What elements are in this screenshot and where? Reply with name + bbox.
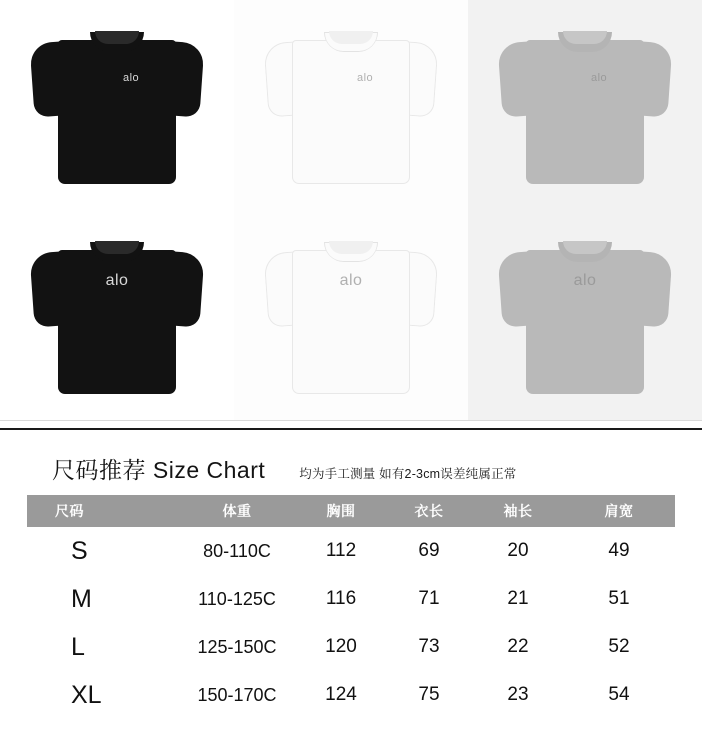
cell-size: XL xyxy=(27,671,177,719)
shirt-body xyxy=(292,40,410,184)
size-chart-table xyxy=(27,495,675,719)
size-chart-section xyxy=(0,428,702,752)
cell-size: S xyxy=(27,527,177,575)
cell-shoulder: 54 xyxy=(563,671,675,719)
table-row xyxy=(27,623,675,671)
tshirt-black-back xyxy=(32,236,202,394)
cell-length: 73 xyxy=(385,623,473,671)
cell-weight: 125-150C xyxy=(177,623,297,671)
shirt-body xyxy=(58,40,176,184)
brand-logo: alo xyxy=(339,272,363,289)
brand-logo: alo xyxy=(123,72,140,84)
table-row xyxy=(27,671,675,719)
column-header-length: 衣长 xyxy=(385,495,473,527)
column-header-weight: 体重 xyxy=(177,495,297,527)
cell-bust: 112 xyxy=(297,527,385,575)
tshirt-grey-front xyxy=(500,26,670,184)
cell-sleeve: 21 xyxy=(473,575,563,623)
tshirt-white-back xyxy=(266,236,436,394)
cell-shoulder: 49 xyxy=(563,527,675,575)
cell-bust: 120 xyxy=(297,623,385,671)
product-photo-black-front[interactable] xyxy=(0,0,234,210)
size-chart-header xyxy=(0,430,702,495)
collar-inner xyxy=(329,241,373,254)
cell-length: 71 xyxy=(385,575,473,623)
product-photo-grey-back[interactable] xyxy=(468,210,702,420)
collar-inner xyxy=(95,31,139,44)
brand-logo: alo xyxy=(573,272,597,289)
tshirt-black-front xyxy=(32,26,202,184)
product-photo-white-back[interactable] xyxy=(234,210,468,420)
cell-weight: 80-110C xyxy=(177,527,297,575)
brand-logo: alo xyxy=(105,272,129,289)
shirt-body xyxy=(526,40,644,184)
table-header-row xyxy=(27,495,675,527)
collar-inner xyxy=(563,31,607,44)
column-header-bust: 胸围 xyxy=(297,495,385,527)
cell-bust: 124 xyxy=(297,671,385,719)
cell-size: M xyxy=(27,575,177,623)
cell-shoulder: 52 xyxy=(563,623,675,671)
product-photo-black-back[interactable] xyxy=(0,210,234,420)
column-header-sleeve: 袖长 xyxy=(473,495,563,527)
cell-length: 75 xyxy=(385,671,473,719)
cell-bust: 116 xyxy=(297,575,385,623)
product-photo-white-front[interactable] xyxy=(234,0,468,210)
cell-weight: 150-170C xyxy=(177,671,297,719)
cell-size: L xyxy=(27,623,177,671)
cell-shoulder: 51 xyxy=(563,575,675,623)
collar-inner xyxy=(95,241,139,254)
product-photo-grey-front[interactable] xyxy=(468,0,702,210)
brand-logo: alo xyxy=(591,72,608,84)
cell-length: 69 xyxy=(385,527,473,575)
brand-logo: alo xyxy=(357,72,374,84)
cell-sleeve: 20 xyxy=(473,527,563,575)
size-chart-title: 尺码推荐 Size Chart xyxy=(52,457,266,483)
cell-weight: 110-125C xyxy=(177,575,297,623)
column-header-shoulder: 肩宽 xyxy=(563,495,675,527)
collar-inner xyxy=(329,31,373,44)
cell-sleeve: 23 xyxy=(473,671,563,719)
cell-sleeve: 22 xyxy=(473,623,563,671)
tshirt-grey-back xyxy=(500,236,670,394)
column-header-size: 尺码 xyxy=(27,495,177,527)
size-chart-note: 均为手工测量 如有2-3cm误差纯属正常 xyxy=(299,467,517,481)
collar-inner xyxy=(563,241,607,254)
table-row xyxy=(27,527,675,575)
table-row xyxy=(27,575,675,623)
tshirt-white-front xyxy=(266,26,436,184)
